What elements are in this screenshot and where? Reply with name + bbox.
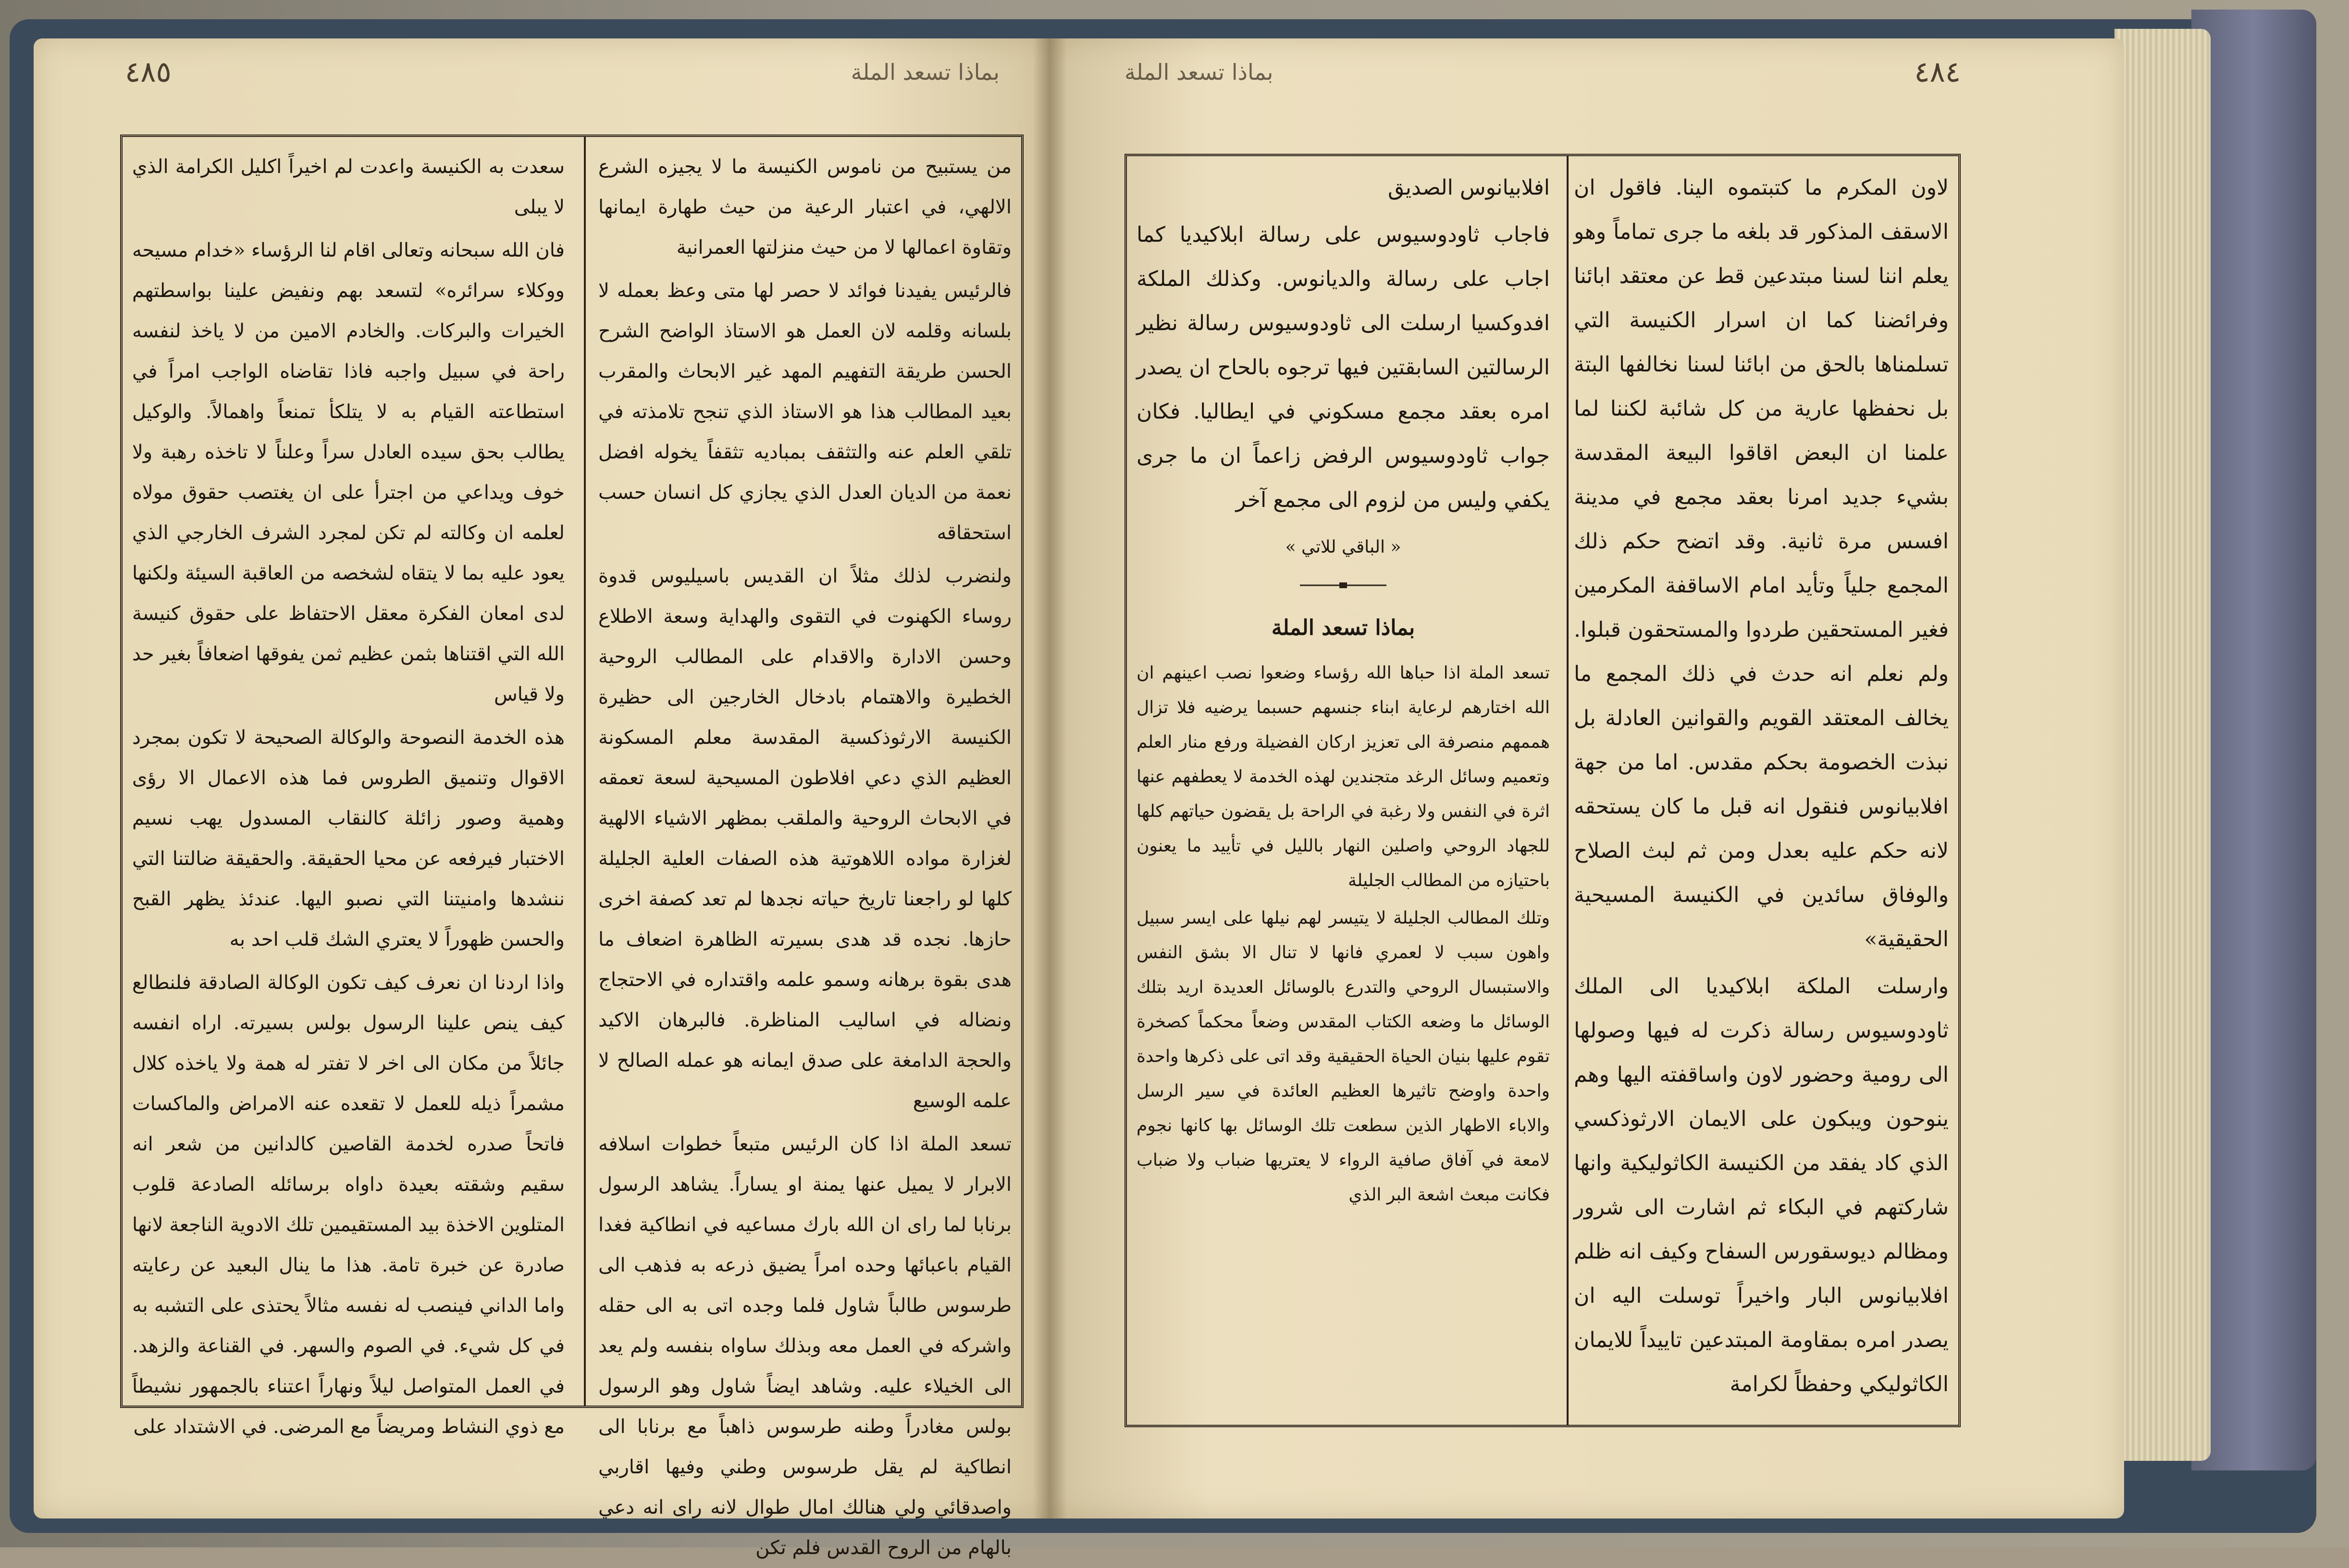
to-be-continued: « الباقي للاتي » xyxy=(1285,537,1401,557)
left-page-header xyxy=(125,43,1000,101)
paragraph: سعدت به الكنيسة واعدت لم اخيراً اكليل الكرامة الذي لا يبلى xyxy=(132,156,565,218)
paragraph: فاجاب ثاودوسيوس على رسالة ابلاكيديا كما اجاب على رسالة والديانوس. وكذلك الملكة افدوكسيا ارسلت الى ثاودوسيوس رسالة نظير الرسالتين السابقتين فيها ترجوه بالحاح ان يصدر امره بعقد مجمع مسكوني في ايطاليا. فكان جواب ثاودوسيوس الرفض زاعماً ان ما جرى يكفي وليس من لزوم الى مجمع آخر xyxy=(1137,222,1550,512)
paragraph: لاون المكرم ما كتبتموه الينا. فاقول ان الاسقف المذكور قد بلغه ما جرى تماماً وهو يعلم اننا لسنا مبتدعين قط عن معتقد ابائنا وفرائضنا كما ان اسرار الكنيسة التي تسلمناها بالحق من ابائنا لسنا نخالفها البتة بل نحفظها عارية من كل شائبة لكننا لما علمنا ان البعض اقاقوا البيعة المقدسة بشيء جديد امرنا بعقد مجمع في مدينة افسس مرة ثانية. وقد اتضح حكم ذلك المجمع جلياً وتأيد امام الاساقفة المكرمين فغير المستحقين طردوا والمستحقون قبلوا. ولم نعلم انه حدث في ذلك المجمع ما يخالف المعتقد القويم والقوانين العادلة بل نبذت الخصومة بحكم مقدس. اما من جهة افلابيانوس فنقول انه قبل ما كان يستحقه لانه حكم عليه بعدل ومن ثم لبث الصلاح والوفاق سائدين في الكنيسة المسيحية الحقيقية» xyxy=(1574,175,1949,951)
column-divider xyxy=(584,137,586,1406)
right-text-frame xyxy=(1125,154,1961,1427)
paragraph: وارسلت الملكة ابلاكيديا الى الملك ثاودوسيوس رسالة ذكرت له فيها وصولها الى رومية وحضور لاون واساقفته اليها وهم ينوحون ويبكون على الايمان الارثوذكسي الذي كاد يفقد من الكنيسة الكاثوليكية وانها شاركتهم في البكاء ثم اشارت الى شرور ومظالم ديوسقورس السفاح وكيف انه ظلم افلابيانوس البار واخيراً توسلت اليه ان يصدر امره بمقاومة المبتدعين تاييداً للايمان الكاثوليكي وحفظاً لكرامة xyxy=(1574,974,1949,1396)
right-running-title: بماذا تسعد الملة xyxy=(1125,59,1273,85)
left-text-frame xyxy=(120,135,1024,1559)
paragraph: ولنضرب لذلك مثلاً ان القديس باسيليوس قدوة روساء الكهنوت في التقوى والهداية وسعة الاطلاع وحسن الادارة والاقدام على المطالب الروحية الخطيرة والاهتمام بادخال الخارجين الى حظيرة الكنيسة الارثوذكسية المقدسة معلم المسكونة العظيم الذي دعي افلاطون المسيحية لسعة تعمقه في الابحاث الروحية والملقب بمظهر الاشياء الالهية لغزارة مواده اللاهوتية هذه الصفات العلية الجليلة كلها لو راجعنا تاريخ حياته نجدها لم تعد كصفة اخرى حازها. نجده قد هدى بسيرته الظاهرة اضعاف ما هدى بقوة برهانه وسمو علمه واقتداره في الاحتجاج ونضاله في اساليب المناظرة. فالبرهان الاكيد والحجة الدامغة على صدق ايمانه هو عمله الصالح لا علمه الوسيع xyxy=(598,565,1012,1112)
section-title: بماذا تسعد الملة xyxy=(1271,616,1415,640)
left-page-number: ٤٨٥ xyxy=(125,55,172,89)
paragraph: افلابيانوس الصديق xyxy=(1388,175,1550,200)
left-page-left-column xyxy=(132,147,565,1438)
paragraph: هذه الخدمة النصوحة والوكالة الصحيحة لا تكون بمجرد الاقوال وتنميق الطروس فما هذه الاعمال الا رؤى وهمية وصور زائلة كالنقاب المسدول يهب نسيم الاختبار فيرفعه عن محيا الحقيقة. والحقيقة ضالتنا التي ننشدها وامنيتنا التي نصبو اليها. عندئذ يظهر القبح والحسن ظهوراً لا يعتري الشك قلب احد به xyxy=(132,727,565,951)
right-page-right-column xyxy=(1574,166,1949,1415)
page-edges xyxy=(2114,29,2211,1461)
ornamental-rule xyxy=(1295,582,1391,589)
paragraph: تسعد الملة اذا كان الرئيس متبعاً خطوات اسلافه الابرار لا يميل عنها يمنة او يساراً. يشاهد الرسول برنابا لما راى ان الله بارك مساعيه في انطاكية فغدا القيام باعبائها وحده امراً يضيق ذرعه به فذهب الى طرسوس طالباً شاول فلما وجده اتى به الى حقله واشركه في العمل معه وبذلك ساواه بنفسه ولم يعد الى الخيلاء عليه. وشاهد ايضاً شاول وهو الرسول بولس مغادراً وطنه طرسوس ذاهباً مع برنابا الى انطاكية لم يقل طرسوس وطني وفيها اقاربي واصدقائي ولي هنالك امال طوال لانه راى انه دعي بالهام من الروح القدس فلم تكن xyxy=(598,1133,1012,1559)
right-page-left-column xyxy=(1137,166,1550,1415)
paragraph: فالرئيس يفيدنا فوائد لا حصر لها متى وعظ بعمله لا بلسانه وقلمه لان العمل هو الاستاذ الواضح الشرح الحسن طريقة التفهيم المهد غير الابحاث والمقرب بعيد المطالب هذا هو الاستاذ الذي تنجح تلامذته في تلقي العلم عنه والتثقف بمباديه تثقفاً يخوله افضل نعمة من الديان العدل الذي يجازي كل انسان حسب استحقاقه xyxy=(598,280,1012,544)
book-gutter xyxy=(1033,38,1067,1519)
left-running-title: بماذا تسعد الملة xyxy=(851,59,1000,85)
paragraph: وتلك المطالب الجليلة لا يتيسر لهم نيلها على ايسر سبيل واهون سبب لا لعمري فانها لا تنال الا بشق النفس والاستبسال الروحي والتدرع بالوسائل العديدة اريد بتلك الوسائل ما وضعه الكتاب المقدس وضعاً محكماً كصخرة تقوم عليها بنيان الحياة الحقيقية وقد اتى على ذكرها واحدة واحدة واوضح تاثيرها العظيم العائدة في سير الرسل والاباء الاطهار الذين سطعت تلك الوسائل بها كانها نجوم لامعة في آفاق صافية الرواء لا يعتريها ضباب ولا ضباب فكانت مبعث اشعة البر الذي xyxy=(1137,908,1550,1205)
left-page-right-column xyxy=(598,147,1012,1559)
right-page-header xyxy=(1125,43,1961,101)
right-page-number: ٤٨٤ xyxy=(1914,55,1961,89)
paragraph: من يستبيح من ناموس الكنيسة ما لا يجيزه الشرع الالهي، في اعتبار الرعية من حيث طهارة ايمانها وتقاوة اعمالها لا من حيث منزلتها العمرانية xyxy=(598,156,1012,259)
paragraph: تسعد الملة اذا حباها الله رؤساء وضعوا نصب اعينهم ان الله اختارهم لرعاية ابناء جنسهم حسبما يرضيه فلا تزال هممهم منصرفة الى تعزيز اركان الفضيلة ورفع منار العلم وتعميم وسائل الرغد متجندين لهذه الخدمة لا يعطفهم عنها اثرة في النفس ولا رغبة في الراحة بل يقضون حياتهم كلها للجهاد الروحي واصلين النهار بالليل في تأييد ما يعنون باحتيازه من المطالب الجليلة xyxy=(1137,663,1550,890)
column-divider xyxy=(1567,156,1569,1425)
paragraph: فان الله سبحانه وتعالى اقام لنا الرؤساء «خدام مسيحه ووكلاء سرائره» لتسعد بهم ونفيض علينا بواسطتهم الخيرات والبركات. والخادم الامين من لا ياخذ لنفسه راحة في سبيل واجبه فاذا تقاضاه الواجب امراً في استطاعته القيام به لا يتلكأ تمنعاً واهمالاً. والوكيل يطالب بحق سيده العادل سراً وعلناً لا تاخذه رهبة ولا خوف ويداعي من اجترأ على ان يغتصب حقوق مولاه لعلمه ان وكالته لم تكن لمجرد الشرف الخارجي الذي يعود عليه بما لا يتقاه لشخصه من العاقبة السيئة ولكنها لدى امعان الفكرة معقل الاحتفاظ على حقوق كنيسة الله التي اقتناها بثمن عظيم ثمن يفوقها اضعافاً بغير حد ولا قياس xyxy=(132,239,565,705)
paragraph: واذا اردنا ان نعرف كيف تكون الوكالة الصادقة فلنطالع كيف ينص علينا الرسول بولس بسيرته. اراه انفسه جائلاً من مكان الى اخر لا تفتر له همة ولا ياخذه كلال مشمراً ذيله للعمل لا تقعده عنه الامراض والماكسات فاتحاً صدره لخدمة القاصين كالدانين من شعر انه سقيم وشقته بعيدة داواه برسائله الصادعة قلوب المتلوين الاخذة بيد المستقيمين تلك الادوية الناجعة لانها صادرة عن خبرة تامة. هذا ما ينال البعيد عن رعايته واما الداني فينصب له نفسه مثالاً يحتذى على التشبه به في كل شيء. في الصوم والسهر. في القناعة والزهد. في العمل المتواصل ليلاً ونهاراً اعتناء بالجمهور نشيطاً مع ذوي النشاط ومريضاً مع المرضى. في الاشتداد على xyxy=(132,972,565,1438)
